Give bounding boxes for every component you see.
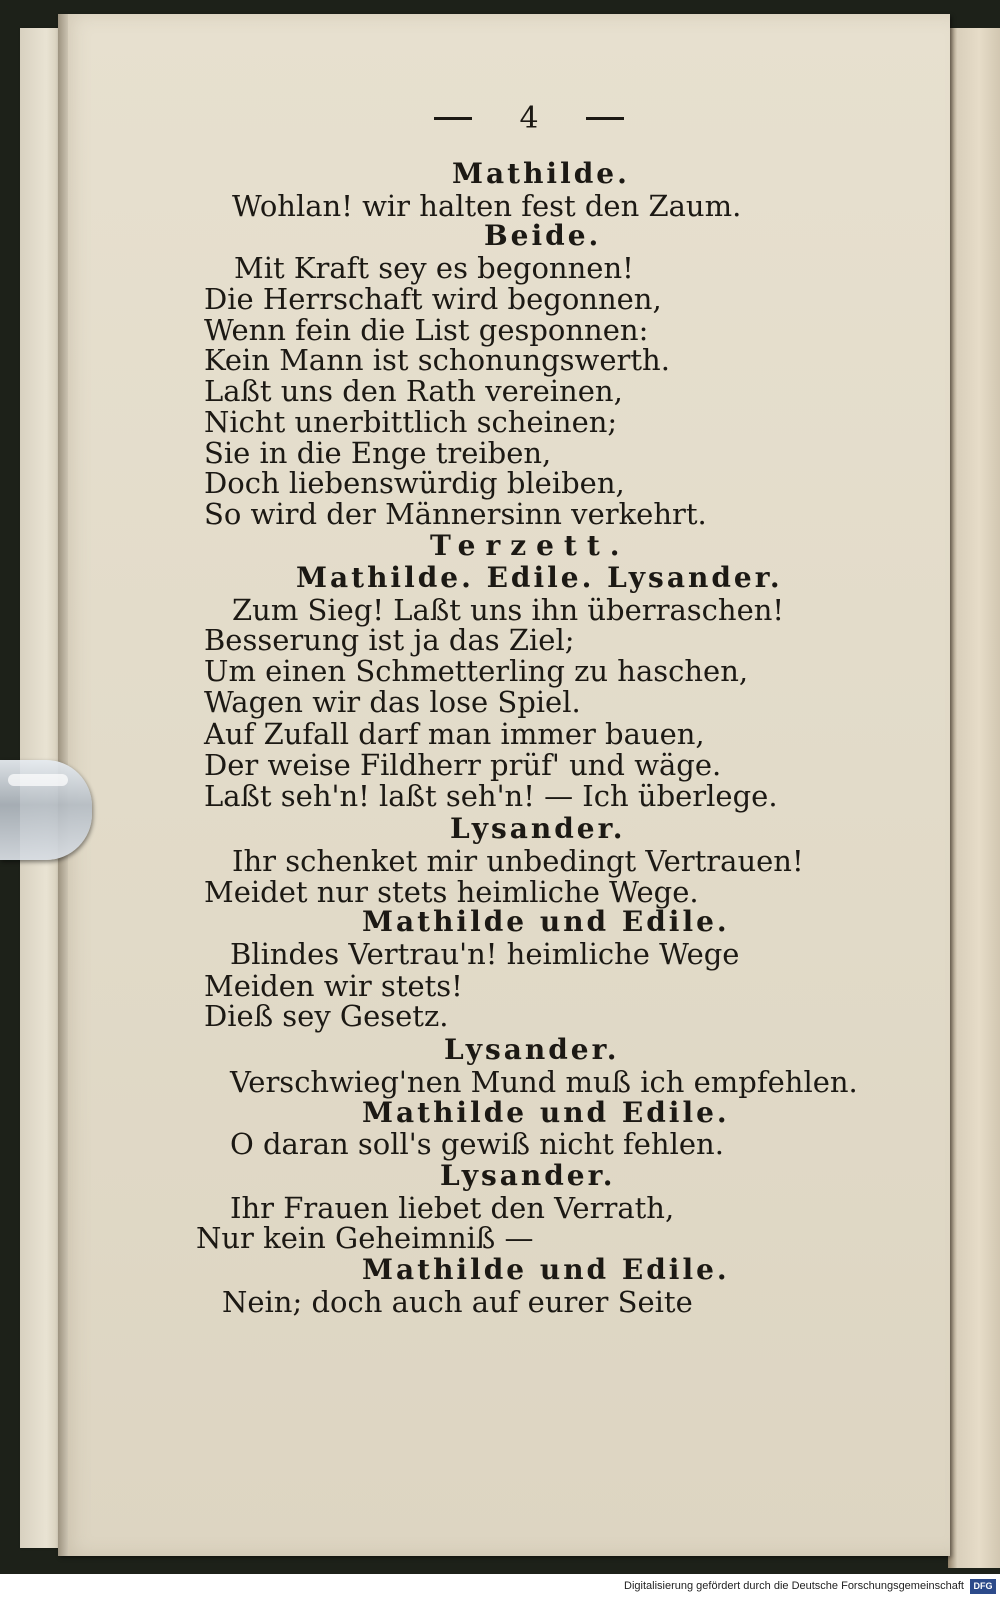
verse-line: Auf Zufall darf man immer bauen, bbox=[204, 717, 705, 751]
verse-line: Laßt seh'n! laßt seh'n! — Ich überlege. bbox=[204, 779, 778, 813]
page-number-dash-left bbox=[434, 117, 472, 120]
speaker-heading: Lysander. bbox=[440, 1159, 616, 1192]
footer-bar bbox=[0, 1574, 1000, 1602]
verse-line: Ihr Frauen liebet den Verrath, bbox=[230, 1191, 675, 1225]
verse-line: Dieß sey Gesetz. bbox=[204, 999, 449, 1033]
verse-line: Wagen wir das lose Spiel. bbox=[204, 685, 581, 719]
verse-line: Kein Mann ist schonungswerth. bbox=[204, 343, 670, 377]
page-number-value: 4 bbox=[519, 100, 539, 136]
speaker-heading: Mathilde. bbox=[452, 157, 630, 190]
verse-line: Meiden wir stets! bbox=[204, 969, 463, 1003]
verse-line: Die Herrschaft wird begonnen, bbox=[204, 282, 662, 316]
verse-line: Nur kein Geheimniß — bbox=[196, 1221, 534, 1255]
verse-line: So wird der Männersinn verkehrt. bbox=[204, 497, 707, 531]
verse-line: O daran soll's gewiß nicht fehlen. bbox=[230, 1127, 724, 1161]
verse-line: Blindes Vertrau'n! heimliche Wege bbox=[230, 937, 740, 971]
speaker-heading: Mathilde und Edile. bbox=[362, 905, 730, 938]
underlying-page-right bbox=[948, 28, 1000, 1568]
verse-line: Mit Kraft sey es begonnen! bbox=[234, 251, 634, 285]
verse-line: Nein; doch auch auf eurer Seite bbox=[222, 1285, 693, 1319]
speaker-heading: Mathilde und Edile. bbox=[362, 1096, 730, 1129]
verse-line: Um einen Schmetterling zu haschen, bbox=[204, 654, 749, 688]
verse-line: Nicht unerbittlich scheinen; bbox=[204, 405, 618, 439]
verse-line: Meidet nur stets heimliche Wege. bbox=[204, 875, 699, 909]
verse-line: Sie in die Enge treiben, bbox=[204, 436, 552, 470]
dfg-logo: DFG bbox=[970, 1579, 996, 1594]
footer-credit: Digitalisierung gefördert durch die Deutsche Forschungsgemeinschaft bbox=[624, 1580, 964, 1592]
verse-line: Verschwieg'nen Mund muß ich empfehlen. bbox=[230, 1065, 858, 1099]
speaker-heading: Mathilde. Edile. Lysander. bbox=[296, 561, 783, 594]
section-heading: Terzett. bbox=[430, 529, 630, 562]
verse-line: Besserung ist ja das Ziel; bbox=[204, 623, 575, 657]
page-clip bbox=[0, 760, 92, 860]
verse-line: Der weise Fildherr prüf' und wäge. bbox=[204, 748, 722, 782]
verse-line: Wenn fein die List gesponnen: bbox=[204, 313, 649, 347]
verse-line: Doch liebenswürdig bleiben, bbox=[204, 466, 625, 500]
page-number bbox=[434, 100, 624, 136]
page-number-dash-right bbox=[586, 117, 624, 120]
verse-line: Wohlan! wir halten fest den Zaum. bbox=[232, 189, 742, 223]
speaker-heading: Lysander. bbox=[450, 812, 626, 845]
speaker-heading: Lysander. bbox=[444, 1033, 620, 1066]
speaker-heading: Mathilde und Edile. bbox=[362, 1253, 730, 1286]
verse-line: Zum Sieg! Laßt uns ihn überraschen! bbox=[232, 593, 785, 627]
speaker-heading: Beide. bbox=[484, 219, 602, 252]
verse-line: Laßt uns den Rath vereinen, bbox=[204, 374, 623, 408]
verse-line: Ihr schenket mir unbedingt Vertrauen! bbox=[232, 844, 804, 878]
